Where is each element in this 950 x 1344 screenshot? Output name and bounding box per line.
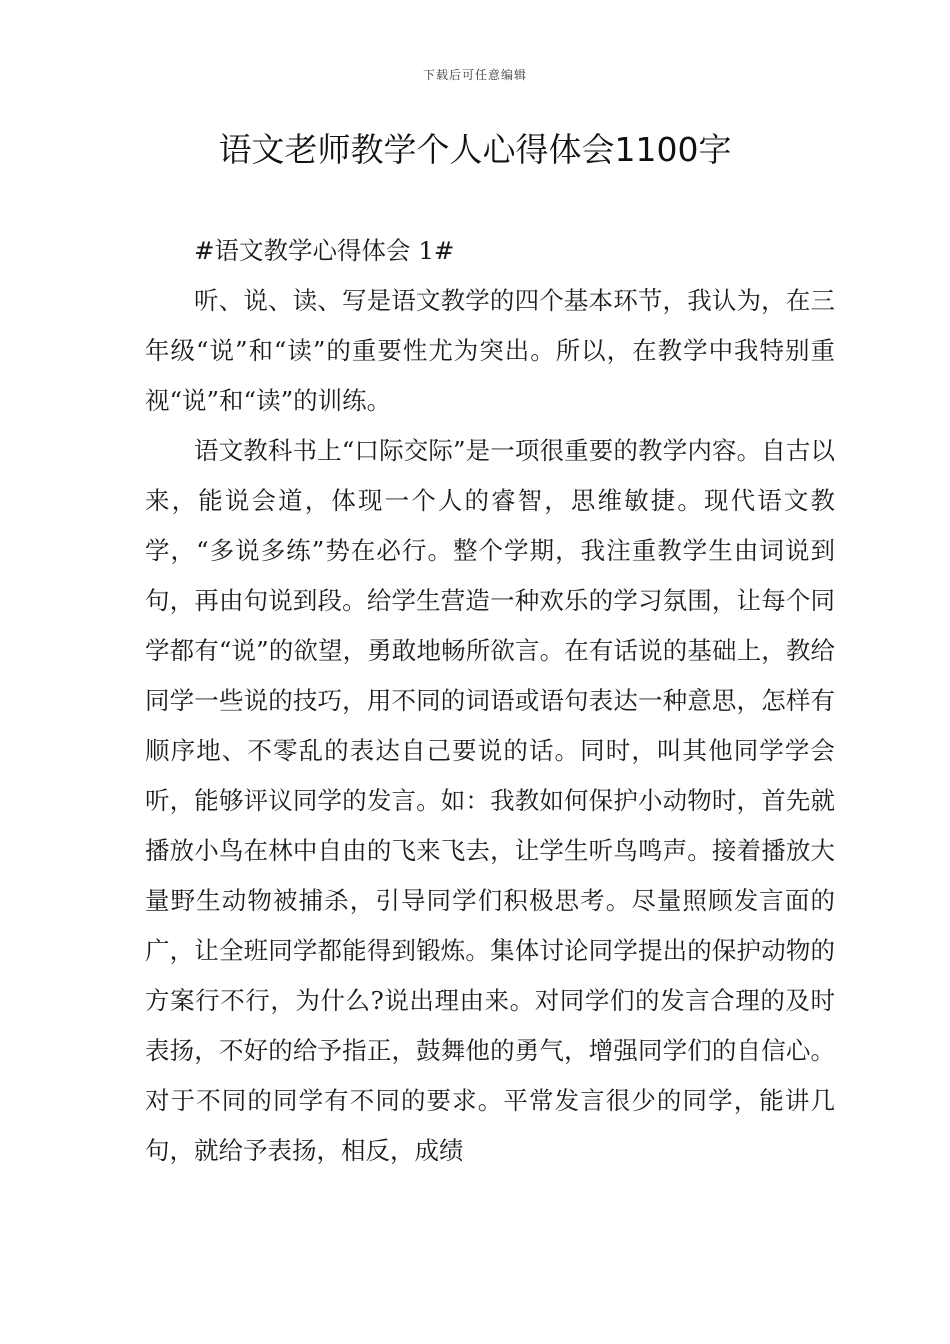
section-heading: #语文教学心得体会 1# xyxy=(194,236,455,265)
document-body xyxy=(145,226,835,1176)
header-note: 下载后可任意编辑 xyxy=(422,68,527,82)
paragraph-1: 听、说、读、写是语文教学的四个基本环节，我认为，在三年级“说”和“读”的重要性尤为突出。所以，在教学中我特别重视“说”和“读”的训练。 xyxy=(145,286,835,415)
paragraph-2: 语文教科书上“口际交际”是一项很重要的教学内容。自古以来，能说会道，体现一个人的睿智，思维敏捷。现代语文教学，“多说多练”势在必行。整个学期，我注重教学生由词说到句，再由句说到段。给学生营造一种欢乐的学习氛围，让每个同学都有“说”的欲望，勇敢地畅所欲言。在有话说的基础上，教给同学一些说的技巧，用不同的词语或语句表达一种意思，怎样有顺序地、不零乱的表达自己要说的话。同时，叫其他同学学会听，能够评议同学的发言。如：我教如何保护小动物时，首先就播放小鸟在林中自由的飞来飞去，让学生听鸟鸣声。接着播放大量野生动物被捕杀，引导同学们积极思考。尽量照顾发言面的广，让全班同学都能得到锻炼。集体讨论同学提出的保护动物的方案行不行，为什么?说出理由来。对同学们的发言合理的及时表扬，不好的给予指正，鼓舞他的勇气，增强同学们的自信心。对于不同的同学有不同的要求。平常发言很少的同学，能讲几句，就给予表扬，相反，成绩 xyxy=(145,436,835,1165)
document-title: 语文老师教学个人心得体会1100字 xyxy=(218,130,732,169)
